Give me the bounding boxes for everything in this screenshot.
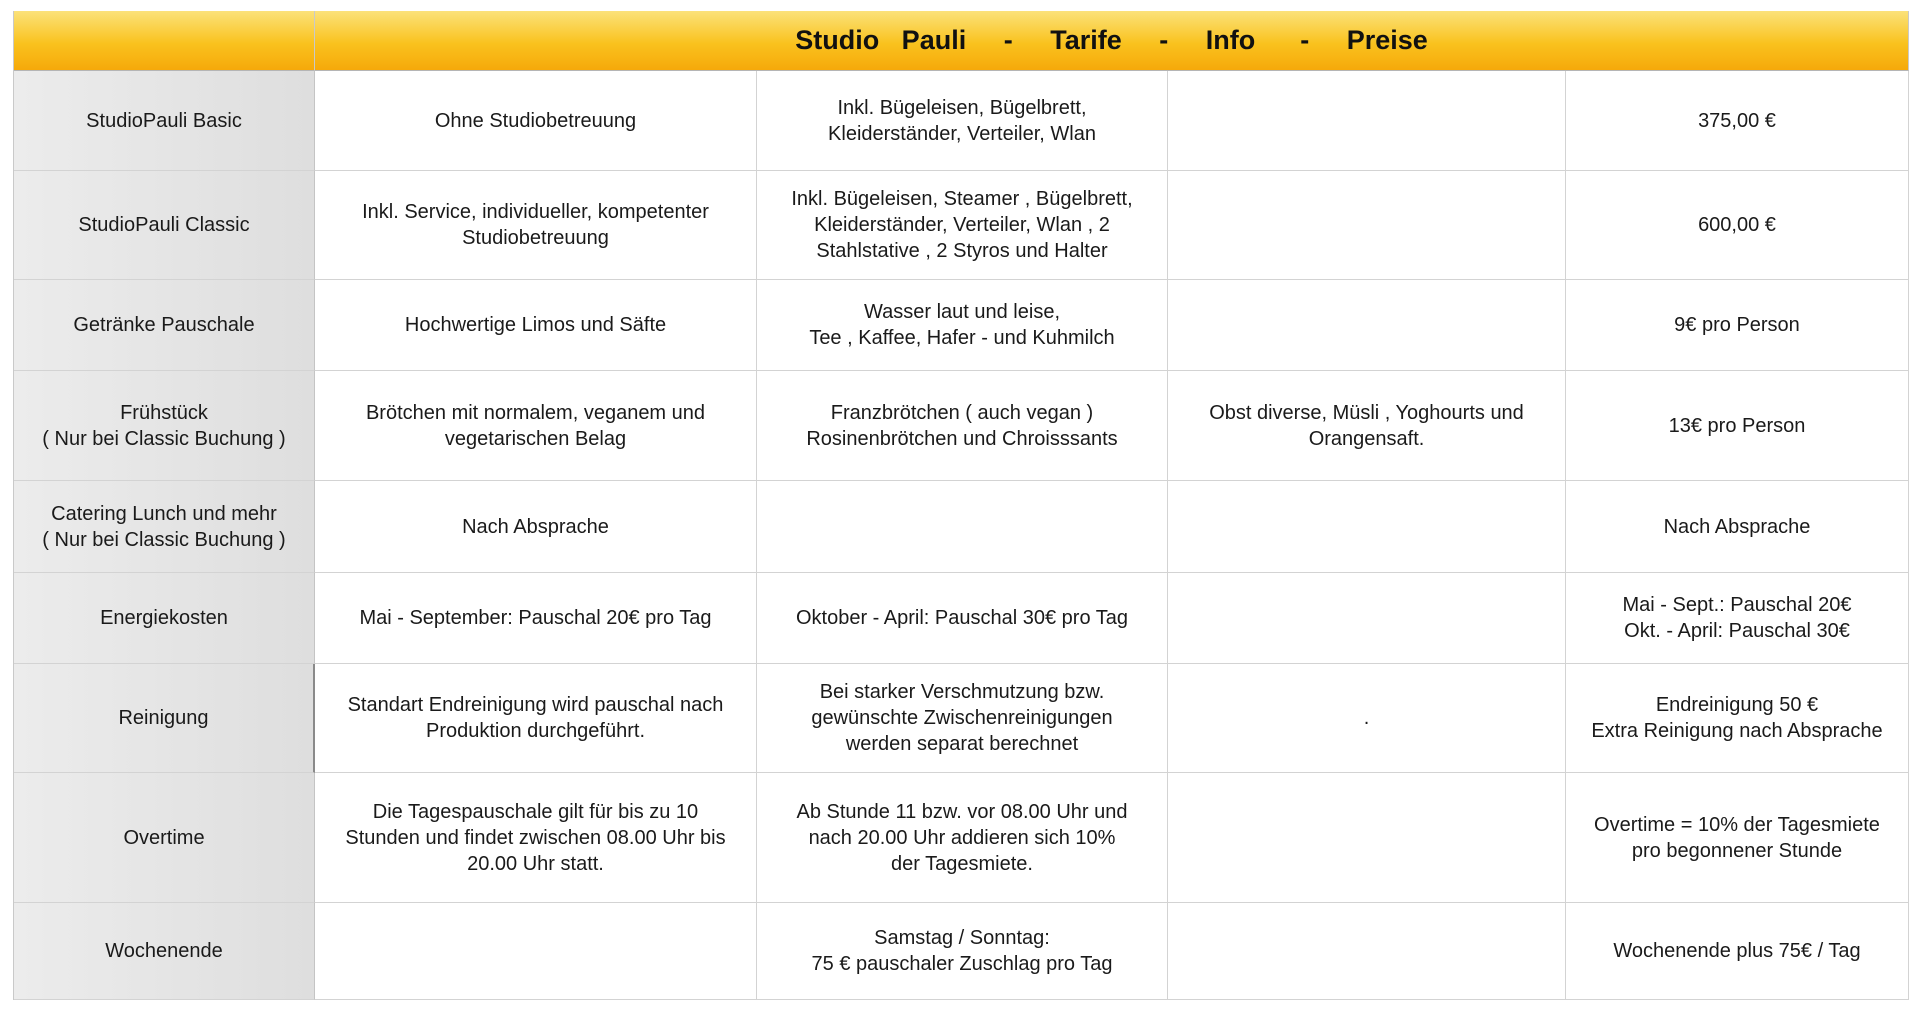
detail-cell-3	[1168, 280, 1566, 371]
detail-cell-1: Standart Endreinigung wird pauschal nach Produktion durchgeführt.	[315, 664, 757, 773]
price-cell: Wochenende plus 75€ / Tag	[1566, 903, 1909, 1000]
detail-cell-2: Oktober - April: Pauschal 30€ pro Tag	[757, 573, 1168, 664]
detail-cell-2	[757, 481, 1168, 573]
price-cell: 13€ pro Person	[1566, 371, 1909, 481]
header-blank-cell	[14, 11, 315, 71]
detail-cell-3	[1168, 71, 1566, 171]
row-label: Reinigung	[14, 664, 315, 773]
row-label: Wochenende	[14, 903, 315, 1000]
detail-cell-1: Inkl. Service, individueller, kompetenter Studiobetreuung	[315, 171, 757, 280]
row-label: Energiekosten	[14, 573, 315, 664]
price-cell: 375,00 €	[1566, 71, 1909, 171]
detail-cell-3: Obst diverse, Müsli , Yoghourts und Orangensaft.	[1168, 371, 1566, 481]
row-label: Catering Lunch und mehr ( Nur bei Classic Buchung )	[14, 481, 315, 573]
price-cell: Nach Absprache	[1566, 481, 1909, 573]
price-cell: Mai - Sept.: Pauschal 20€ Okt. - April: Pauschal 30€	[1566, 573, 1909, 664]
detail-cell-2: Inkl. Bügeleisen, Bügelbrett, Kleiderständer, Verteiler, Wlan	[757, 71, 1168, 171]
detail-cell-1: Nach Absprache	[315, 481, 757, 573]
row-label: StudioPauli Basic	[14, 71, 315, 171]
row-label: StudioPauli Classic	[14, 171, 315, 280]
detail-cell-1	[315, 903, 757, 1000]
row-label: Overtime	[14, 773, 315, 903]
detail-cell-2: Samstag / Sonntag: 75 € pauschaler Zuschlag pro Tag	[757, 903, 1168, 1000]
price-cell: 600,00 €	[1566, 171, 1909, 280]
tariff-table	[13, 11, 1909, 1000]
detail-cell-3	[1168, 481, 1566, 573]
detail-cell-1: Hochwertige Limos und Säfte	[315, 280, 757, 371]
detail-cell-2: Inkl. Bügeleisen, Steamer , Bügelbrett, Kleiderständer, Verteiler, Wlan , 2 Stahlstative , 2 Styros und Halter	[757, 171, 1168, 280]
detail-cell-1: Brötchen mit normalem, veganem und vegetarischen Belag	[315, 371, 757, 481]
detail-cell-2: Ab Stunde 11 bzw. vor 08.00 Uhr und nach 20.00 Uhr addieren sich 10% der Tagesmiete.	[757, 773, 1168, 903]
price-cell: Endreinigung 50 € Extra Reinigung nach Absprache	[1566, 664, 1909, 773]
detail-cell-3	[1168, 903, 1566, 1000]
detail-cell-3	[1168, 773, 1566, 903]
detail-cell-3	[1168, 171, 1566, 280]
detail-cell-1: Ohne Studiobetreuung	[315, 71, 757, 171]
table-title: Studio Pauli - Tarife - Info - Preise	[315, 11, 1909, 71]
detail-cell-2: Franzbrötchen ( auch vegan ) Rosinenbrötchen und Chroisssants	[757, 371, 1168, 481]
row-label: Getränke Pauschale	[14, 280, 315, 371]
row-label: Frühstück ( Nur bei Classic Buchung )	[14, 371, 315, 481]
detail-cell-3	[1168, 573, 1566, 664]
price-cell: Overtime = 10% der Tagesmiete pro begonnener Stunde	[1566, 773, 1909, 903]
price-cell: 9€ pro Person	[1566, 280, 1909, 371]
detail-cell-2: Wasser laut und leise, Tee , Kaffee, Hafer - und Kuhmilch	[757, 280, 1168, 371]
detail-cell-2: Bei starker Verschmutzung bzw. gewünschte Zwischenreinigungen werden separat berechnet	[757, 664, 1168, 773]
detail-cell-3: .	[1168, 664, 1566, 773]
detail-cell-1: Die Tagespauschale gilt für bis zu 10 Stunden und findet zwischen 08.00 Uhr bis 20.00 Uhr statt.	[315, 773, 757, 903]
detail-cell-1: Mai - September: Pauschal 20€ pro Tag	[315, 573, 757, 664]
